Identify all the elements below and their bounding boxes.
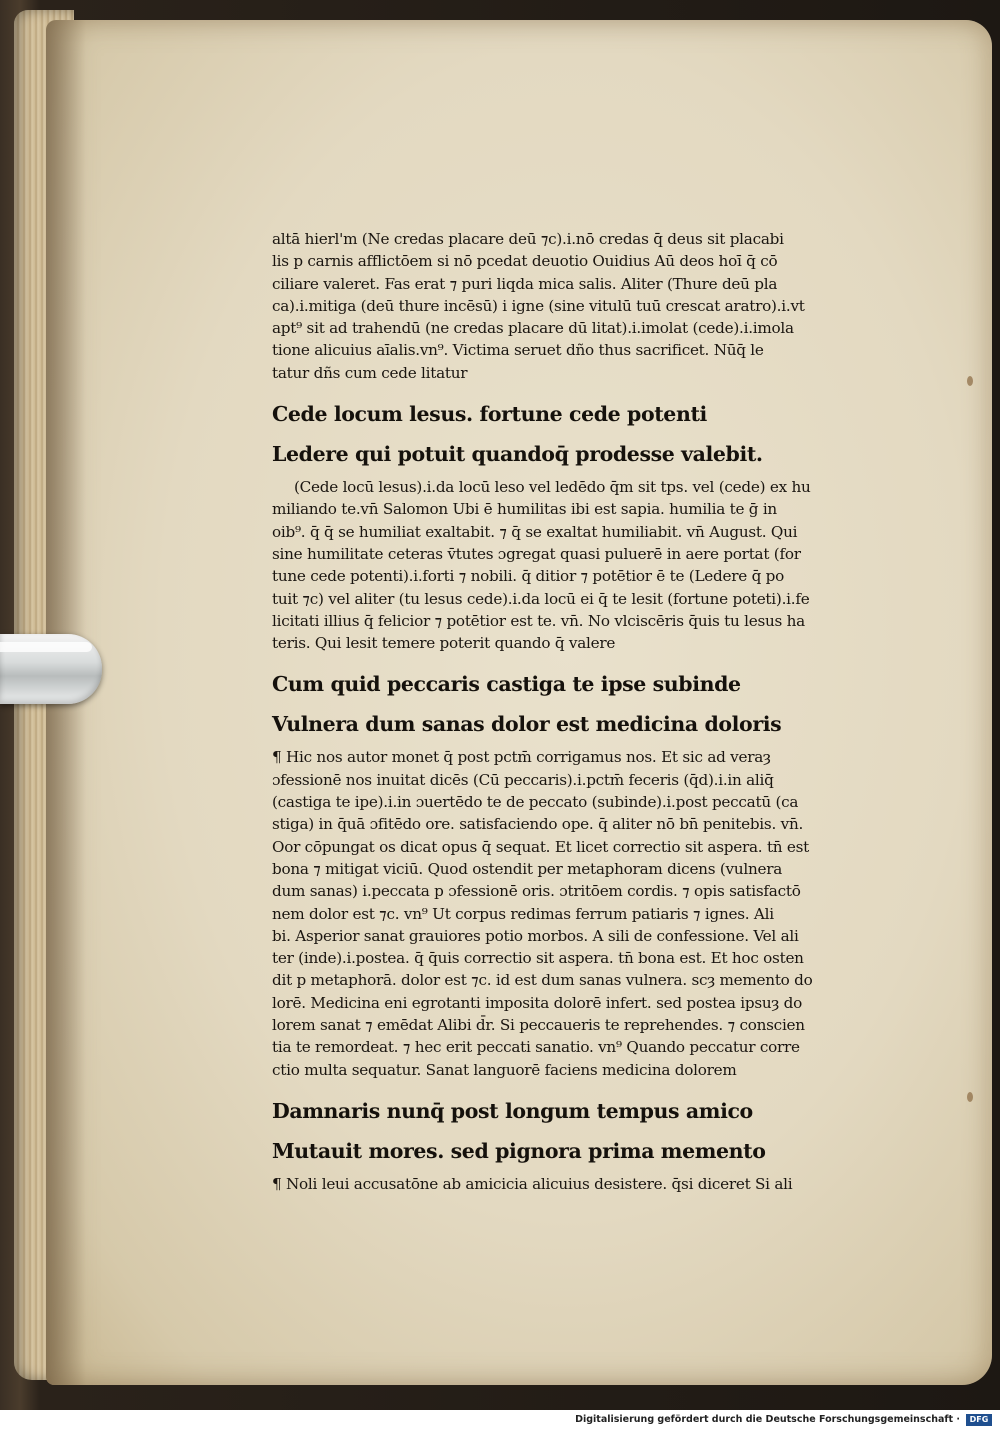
gloss-line: (castiga te ipe).i.in ɔuertēdo te de peccato (subinde).i.post peccatū (ca — [272, 793, 799, 812]
gloss-line: tune cede potenti).i.forti ⁊ nobili. q̄ ditior ⁊ potētior ē te (Ledere q̄ po — [272, 567, 784, 586]
page-text — [272, 228, 872, 1195]
dfg-logo[interactable]: DFG — [966, 1414, 992, 1426]
gloss-block-2 — [272, 476, 872, 654]
gloss-line: Oor cōpungat os dicat opus q̄ sequat. Et licet correctio sit aspera. tn̄ est — [272, 837, 810, 856]
gloss-line: oib⁹. q̄ q̄ se humiliat exaltabit. ⁊ q̄ se exaltat humiliabit. vn̄ August. Qui — [272, 522, 798, 541]
gloss-line: ctio multa sequatur. Sanat languorē faciens medicina dolorem — [272, 1060, 737, 1079]
glass-clamp-highlight — [0, 642, 92, 652]
gloss-line: dum sanas) i.peccata p ɔfessionē oris. ɔtritōem cordis. ⁊ opis satisfactō — [272, 882, 801, 901]
gloss-block-4 — [272, 1173, 872, 1195]
verse-line: Mutauit mores. sed pignora prima memento — [272, 1138, 766, 1163]
gloss-line: ¶ Hic nos autor monet q̄ post pctm̄ corrigamus nos. Et sic ad veraȝ — [272, 748, 771, 767]
gloss-line: tione alicuius aīalis.vn⁹. Victima seruet dño thus sacrificet. Nūq̄ le — [272, 341, 764, 360]
gloss-line: stiga) in q̄uā ɔfitēdo ore. satisfaciendo ope. q̄ aliter nō bn̄ penitebis. vn̄. — [272, 815, 804, 834]
gloss-line: ciliare valeret. Fas erat ⁊ puri liqda mica salis. Aliter (Thure deū pla — [272, 274, 778, 293]
verse-line: Vulnera dum sanas dolor est medicina doloris — [272, 712, 782, 737]
gloss-block-1 — [272, 228, 872, 384]
gloss-line: teris. Qui lesit temere poterit quando q̄ valere — [272, 634, 616, 653]
footer-bar — [0, 1410, 1000, 1430]
gloss-line: tatur dñs cum cede litatur — [272, 363, 468, 382]
gloss-line: bi. Asperior sanat grauiores potio morbos. A sili de confessione. Vel ali — [272, 926, 799, 945]
footer-credit: Digitalisierung gefördert durch die Deutsche Forschungsgemeinschaft · — [575, 1414, 960, 1425]
gloss-line: bona ⁊ mitigat viciū. Quod ostendit per metaphoram dicens (vulnera — [272, 859, 783, 878]
paper-stain — [967, 1092, 973, 1102]
gloss-line: tuit ⁊c) vel aliter (tu lesus cede).i.da locū ei q̄ te lesit (fortune poteti).i.fe — [272, 589, 810, 608]
gloss-line: apt⁹ sit ad trahendū (ne credas placare dū litat).i.imolat (cede).i.imola — [272, 319, 794, 338]
gloss-line: licitati illius q̄ felicior ⁊ potētior est te. vn̄. No vlciscēris q̄uis tu lesus ha — [272, 611, 805, 630]
gloss-line: (Cede locū lesus).i.da locū leso vel ledēdo q̄m sit tps. vel (cede) ex hu — [294, 478, 811, 497]
verse-line: Cede locum lesus. fortune cede potenti — [272, 402, 707, 427]
gloss-line: nem dolor est ⁊c. vn⁹ Ut corpus redimas ferrum patiaris ⁊ ignes. Ali — [272, 904, 774, 923]
gloss-line: ¶ Noli leui accusatōne ab amicicia alicuius desistere. q̄si diceret Si ali — [272, 1174, 793, 1193]
gloss-line: lorem sanat ⁊ emēdat Alibi d̄r. Si peccaueris te reprehendes. ⁊ conscien — [272, 1016, 805, 1035]
gloss-line: lorē. Medicina eni egrotanti imposita dolorē infert. sed postea ipsuȝ do — [272, 993, 803, 1012]
gloss-line: lis p carnis afflictōem si nō pcedat deuotio Ouidius Aū deos hoī q̄ cō — [272, 252, 778, 271]
verse-line: Damnaris nunq̄ post longum tempus amico — [272, 1098, 753, 1123]
gloss-line: sine humilitate ceteras v̄tutes ɔgregat quasi puluerē in aere portat (for — [272, 544, 801, 563]
paper-stain — [967, 376, 973, 386]
gloss-line: altā hierl'm (Ne credas placare deū ⁊c).i.nō credas q̄ deus sit placabi — [272, 230, 784, 248]
verse-line: Ledere qui potuit quandoq̄ prodesse valebit. — [272, 442, 763, 467]
gloss-line: ter (inde).i.postea. q̄ q̄uis correctio sit aspera. tn̄ bona est. Et hoc osten — [272, 949, 804, 968]
gloss-line: tia te remordeat. ⁊ hec erit peccati sanatio. vn⁹ Quando peccatur corre — [272, 1038, 800, 1057]
gloss-block-3 — [272, 746, 872, 1080]
gloss-line: dit p metaphorā. dolor est ⁊c. id est dum sanas vulnera. scȝ memento do — [272, 971, 813, 990]
gloss-line: ca).i.mitiga (deū thure incēsū) i igne (sine vitulū tuū crescat aratro).i.vt — [272, 296, 805, 315]
verse-line: Cum quid peccaris castiga te ipse subinde — [272, 672, 741, 697]
gloss-line: ɔfessionē nos inuitat dicēs (Cū peccaris).i.pctm̄ feceris (q̄d).i.in aliq̄ — [272, 770, 774, 789]
gloss-line: miliando te.vn̄ Salomon Ubi ē humilitas ibi est sapia. humilia te ḡ in — [272, 500, 777, 519]
